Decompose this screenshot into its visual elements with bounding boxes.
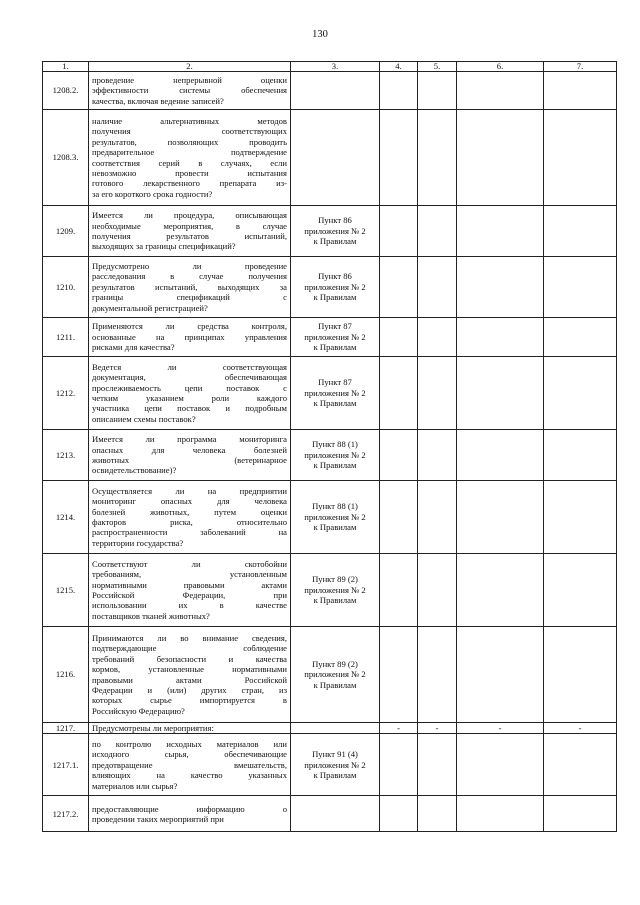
empty-cell-col-7	[544, 627, 617, 723]
requirement-line: Осуществляется ли на предприятии	[92, 485, 287, 496]
table-row	[43, 627, 617, 723]
requirement-line: проведении таких мероприятий при	[92, 813, 224, 824]
item-number: 1217.	[43, 723, 89, 734]
requirement-line: расследования в случае получения	[92, 271, 287, 282]
reference-cell	[291, 627, 380, 723]
empty-cell-col-6	[457, 734, 544, 796]
reference-line: Пункт 87	[318, 377, 352, 388]
reference-cell	[291, 257, 380, 318]
requirement-line: четким указанием роли каждого	[92, 393, 287, 403]
requirement-line: участника цепи поставок и подробным	[92, 403, 287, 414]
requirement-line: получения соответствующих	[92, 126, 287, 137]
reference-line: к Правилам	[313, 595, 357, 606]
requirement-line: документальной регистрацией?	[92, 302, 208, 313]
table-row	[43, 110, 617, 206]
requirement-line: поставщиков тканей животных?	[92, 610, 210, 621]
header-cell-7: 7.	[544, 62, 617, 72]
reference-line: к Правилам	[313, 342, 357, 353]
requirement-text	[89, 318, 291, 357]
item-number: 1215.	[43, 554, 89, 627]
requirement-line: Федерации и (или) других стран, из	[92, 684, 287, 695]
requirement-text	[89, 723, 291, 734]
empty-cell-col-5: -	[418, 723, 457, 734]
empty-cell-col-6	[457, 206, 544, 257]
requirement-text	[89, 257, 291, 318]
requirement-line: Предусмотрены ли мероприятия:	[92, 723, 214, 733]
table-row	[43, 723, 617, 734]
empty-cell-col-7: -	[544, 723, 617, 734]
reference-cell	[291, 206, 380, 257]
requirement-line: проведение непрерывной оценки	[92, 74, 287, 85]
table-row	[43, 206, 617, 257]
header-cell-1: 1.	[43, 62, 89, 72]
empty-cell-col-5	[418, 481, 457, 554]
reference-line: приложения № 2	[304, 584, 366, 595]
requirement-line: освидетельствование)?	[92, 465, 177, 476]
empty-cell-col-6	[457, 72, 544, 110]
requirement-line: требований безопасности и качества	[92, 653, 287, 664]
requirement-line: документация, обеспечивающая	[92, 372, 287, 383]
table-row	[43, 430, 617, 481]
page-number: 130	[312, 29, 328, 40]
item-number: 1210.	[43, 257, 89, 318]
requirement-line: животных (ветеринарное	[92, 455, 287, 465]
reference-cell	[291, 110, 380, 206]
empty-cell-col-7	[544, 257, 617, 318]
reference-line: Пункт 86	[318, 215, 352, 226]
empty-cell-col-5	[418, 734, 457, 796]
reference-line: приложения № 2	[304, 669, 366, 680]
empty-cell-col-7	[544, 430, 617, 481]
empty-cell-col-4	[380, 206, 418, 257]
requirement-line: получения результатов испытаний,	[92, 231, 287, 241]
requirement-line: правовыми актами Российской	[92, 674, 287, 685]
item-number: 1208.2.	[43, 72, 89, 110]
requirement-line: подтверждающие соблюдение	[92, 643, 287, 654]
requirement-line: наличие альтернативных методов	[92, 115, 287, 126]
empty-cell-col-7	[544, 796, 617, 832]
requirement-line: предотвращение вмешательств,	[92, 759, 287, 770]
requirement-text	[89, 627, 291, 723]
empty-cell-col-7	[544, 481, 617, 554]
item-number: 1208.3.	[43, 110, 89, 206]
reference-line: к Правилам	[313, 460, 357, 471]
reference-line: Пункт 88 (1)	[312, 501, 358, 512]
requirement-line: Имеется ли процедура, описывающая	[92, 210, 287, 221]
reference-line: к Правилам	[313, 522, 357, 533]
requirement-line: нормативными правовыми актами	[92, 579, 287, 590]
requirement-line: требованиям, установленным	[92, 569, 287, 580]
empty-cell-col-4	[380, 734, 418, 796]
requirement-text	[89, 110, 291, 206]
empty-cell-col-6	[457, 430, 544, 481]
reference-cell	[291, 481, 380, 554]
requirement-line: за его короткого срока годности?	[92, 188, 213, 199]
empty-cell-col-5	[418, 110, 457, 206]
requirement-line: результатов, позволяющих проводить	[92, 136, 287, 147]
reference-line: Пункт 89 (2)	[312, 574, 358, 585]
requirement-line: кормов, установленные нормативными	[92, 664, 287, 675]
reference-line: к Правилам	[313, 236, 357, 247]
table-row	[43, 481, 617, 554]
header-cell-6: 6.	[457, 62, 544, 72]
requirement-line: выходящих за границы спецификаций?	[92, 241, 236, 252]
reference-line: приложения № 2	[304, 225, 366, 236]
requirement-line: Имеется ли программа мониторинга	[92, 434, 287, 445]
reference-line: к Правилам	[313, 679, 357, 690]
item-number: 1213.	[43, 430, 89, 481]
requirement-line: прослеживаемость цепи поставок с	[92, 382, 287, 393]
table-row	[43, 796, 617, 832]
empty-cell-col-4	[380, 627, 418, 723]
empty-cell-col-4	[380, 110, 418, 206]
requirement-line: границы спецификаций с	[92, 292, 287, 303]
reference-line: Пункт 89 (2)	[312, 658, 358, 669]
reference-cell	[291, 72, 380, 110]
reference-cell	[291, 554, 380, 627]
reference-cell	[291, 734, 380, 796]
empty-cell-col-5	[418, 72, 457, 110]
reference-cell	[291, 723, 380, 734]
empty-cell-col-5	[418, 357, 457, 430]
requirement-line: Принимаются ли во внимание сведения,	[92, 632, 287, 643]
requirement-line: эффективности системы обеспечения	[92, 85, 287, 96]
requirement-line: качества, включая ведение записей?	[92, 95, 224, 106]
requirement-line: распространенности заболеваний на	[92, 527, 287, 538]
reference-line: к Правилам	[313, 398, 357, 409]
requirement-line: соответствия серий в случаях, если	[92, 157, 287, 168]
empty-cell-col-4	[380, 318, 418, 357]
empty-cell-col-4: -	[380, 723, 418, 734]
requirement-line: по контролю исходных материалов или	[92, 738, 287, 749]
empty-cell-col-6	[457, 257, 544, 318]
empty-cell-col-7	[544, 110, 617, 206]
header-row	[43, 62, 617, 72]
empty-cell-col-6	[457, 627, 544, 723]
empty-cell-col-4	[380, 796, 418, 832]
empty-cell-col-6	[457, 554, 544, 627]
requirement-line: материалов или сырья?	[92, 780, 178, 791]
empty-cell-col-5	[418, 796, 457, 832]
reference-line: приложения № 2	[304, 281, 366, 292]
requirement-line: основанные на принципах управления	[92, 331, 287, 342]
requirement-line: Предусмотрено ли проведение	[92, 260, 287, 271]
requirement-line: рисками для качества?	[92, 342, 175, 353]
requirement-line: результатов испытаний, выходящих за	[92, 281, 287, 292]
reference-line: приложения № 2	[304, 511, 366, 522]
table-row	[43, 357, 617, 430]
empty-cell-col-7	[544, 206, 617, 257]
table-row	[43, 554, 617, 627]
requirement-line: Соответствуют ли скотобойни	[92, 558, 287, 569]
reference-cell	[291, 318, 380, 357]
table-row	[43, 72, 617, 110]
requirement-line: мониторинг опасных для человека	[92, 496, 287, 507]
requirement-line: необходимые мероприятия, в случае	[92, 220, 287, 231]
requirement-text	[89, 554, 291, 627]
empty-cell-col-6	[457, 110, 544, 206]
empty-cell-col-6	[457, 796, 544, 832]
empty-cell-col-5	[418, 318, 457, 357]
requirement-line: факторов риска, относительно	[92, 517, 287, 527]
header-cell-4: 4.	[380, 62, 418, 72]
reference-line: приложения № 2	[304, 449, 366, 460]
item-number: 1212.	[43, 357, 89, 430]
empty-cell-col-6: -	[457, 723, 544, 734]
table-row	[43, 734, 617, 796]
item-number: 1209.	[43, 206, 89, 257]
requirement-line: опасных для человека болезней	[92, 444, 287, 455]
empty-cell-col-6	[457, 357, 544, 430]
requirement-line: готового лекарственного препарата из-	[92, 178, 287, 189]
empty-cell-col-6	[457, 481, 544, 554]
requirement-line: влияющих на качество указанных	[92, 770, 287, 781]
empty-cell-col-4	[380, 357, 418, 430]
table-row	[43, 318, 617, 357]
header-cell-3: 3.	[291, 62, 380, 72]
requirement-text	[89, 430, 291, 481]
reference-line: Пункт 87	[318, 321, 352, 332]
requirement-text	[89, 796, 291, 832]
empty-cell-col-6	[457, 318, 544, 357]
requirement-text	[89, 206, 291, 257]
reference-line: к Правилам	[313, 292, 357, 303]
empty-cell-col-7	[544, 554, 617, 627]
empty-cell-col-4	[380, 481, 418, 554]
requirement-text	[89, 734, 291, 796]
item-number: 1216.	[43, 627, 89, 723]
reference-cell	[291, 796, 380, 832]
requirement-line: которых сырье импортируется в	[92, 695, 287, 706]
empty-cell-col-7	[544, 734, 617, 796]
reference-line: к Правилам	[313, 770, 357, 781]
requirement-line: предоставляющие информацию о	[92, 803, 287, 814]
requirement-line: Ведется ли соответствующая	[92, 361, 287, 372]
reference-line: Пункт 88 (1)	[312, 439, 358, 450]
requirement-line: использовании их в качестве	[92, 600, 287, 611]
requirement-line: Применяются ли средства контроля,	[92, 321, 287, 332]
empty-cell-col-5	[418, 554, 457, 627]
empty-cell-col-5	[418, 257, 457, 318]
reference-cell	[291, 430, 380, 481]
reference-line: Пункт 91 (4)	[312, 749, 358, 760]
requirement-text	[89, 481, 291, 554]
requirement-line: территории государства?	[92, 537, 184, 548]
item-number: 1217.1.	[43, 734, 89, 796]
empty-cell-col-7	[544, 318, 617, 357]
header-cell-2: 2.	[89, 62, 291, 72]
empty-cell-col-7	[544, 72, 617, 110]
item-number: 1214.	[43, 481, 89, 554]
reference-line: Пункт 86	[318, 271, 352, 282]
empty-cell-col-4	[380, 554, 418, 627]
reference-line: приложения № 2	[304, 331, 366, 342]
requirement-line: предварительное подтверждение	[92, 147, 287, 158]
header-cell-5: 5.	[418, 62, 457, 72]
requirement-text	[89, 72, 291, 110]
empty-cell-col-4	[380, 430, 418, 481]
empty-cell-col-4	[380, 257, 418, 318]
reference-line: приложения № 2	[304, 759, 366, 770]
reference-line: приложения № 2	[304, 387, 366, 398]
requirement-line: исходного сырья, обеспечивающие	[92, 749, 287, 760]
requirement-line: невозможно провести испытания	[92, 167, 287, 178]
empty-cell-col-7	[544, 357, 617, 430]
empty-cell-col-5	[418, 206, 457, 257]
empty-cell-col-4	[380, 72, 418, 110]
requirement-line: Российскую Федерацию?	[92, 705, 185, 716]
reference-cell	[291, 357, 380, 430]
requirement-line: Российской Федерации, при	[92, 590, 287, 600]
requirement-text	[89, 357, 291, 430]
requirement-line: болезней животных, путем оценки	[92, 506, 287, 517]
requirement-line: описанием схемы поставок?	[92, 413, 196, 424]
item-number: 1217.2.	[43, 796, 89, 832]
empty-cell-col-5	[418, 627, 457, 723]
checklist-table	[42, 61, 617, 832]
item-number: 1211.	[43, 318, 89, 357]
table-row	[43, 257, 617, 318]
empty-cell-col-5	[418, 430, 457, 481]
